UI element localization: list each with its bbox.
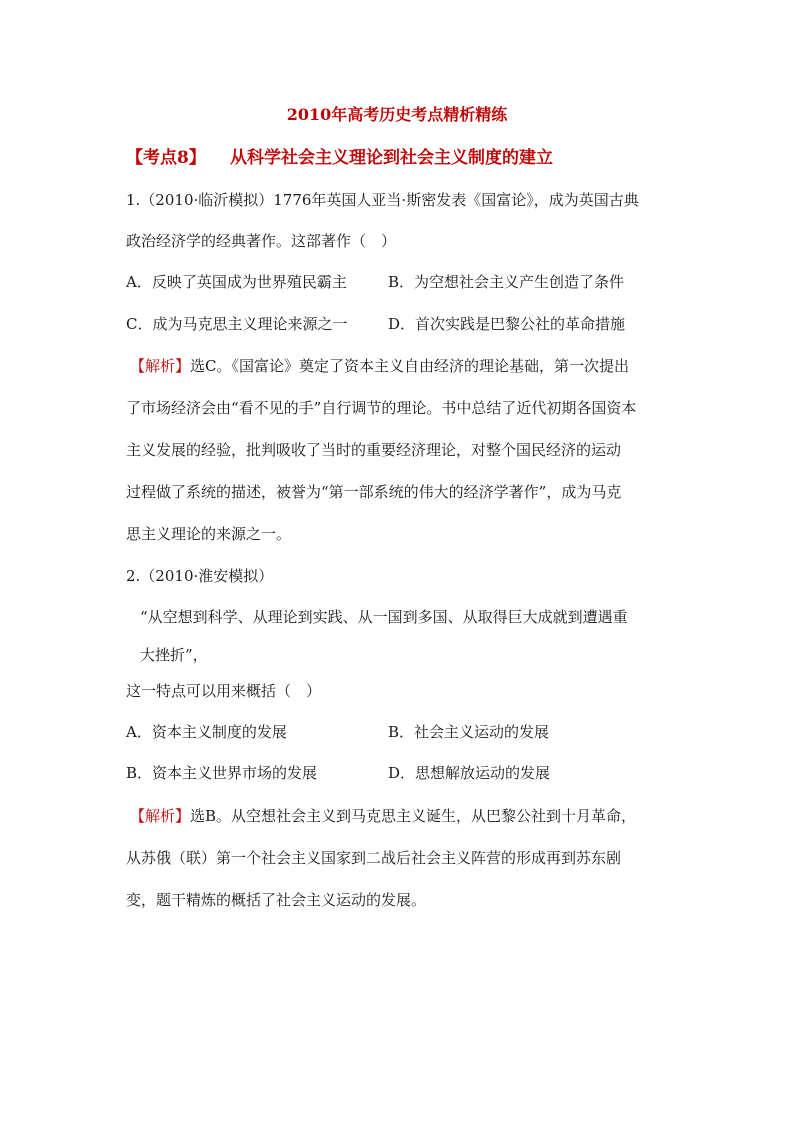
q1-analysis-line-1 [130, 355, 629, 377]
q2-analysis-tag: 【解析】 [130, 807, 191, 825]
section-tag: 【考点8】 [126, 148, 206, 168]
q2-analysis-line-2: 从苏俄（联）第一个社会主义国家到二战后社会主义阵营的形成再到苏东剧 [126, 849, 622, 867]
q2-analysis-first: 选B。从空想社会主义到马克思主义诞生，从巴黎公社到十月革命， [190, 807, 637, 825]
q2-stem-line-4: 这一特点可以用来概括（ ） [126, 682, 322, 700]
q1-analysis-line-3: 主义发展的经验，批判吸收了当时的重要经济理论，对整个国民经济的运动 [126, 441, 622, 459]
section-heading-text: 从科学社会主义理论到社会主义制度的建立 [230, 148, 553, 168]
q1-option-a: A．反映了英国成为世界殖民霸主 [126, 273, 347, 291]
q2-option-d: D．思想解放运动的发展 [388, 764, 551, 782]
q1-analysis-first: 选C。《国富论》奠定了资本主义自由经济的理论基础，第一次提出 [190, 357, 629, 375]
q2-option-a: A．资本主义制度的发展 [126, 723, 287, 741]
section-heading [126, 146, 553, 170]
q2-stem-line-1: 2.（2010·淮安模拟） [126, 567, 274, 585]
q2-analysis-line-3: 变，题干精炼的概括了社会主义运动的发展。 [126, 891, 427, 909]
q2-option-c: B．资本主义世界市场的发展 [126, 764, 318, 782]
q1-analysis-line-2: 了市场经济会由“看不见的手”自行调节的理论。书中总结了近代初期各国资本 [126, 399, 637, 417]
q2-option-b: B．社会主义运动的发展 [388, 723, 550, 741]
q1-option-c: C．成为马克思主义理论来源之一 [126, 315, 348, 333]
q1-stem-line-2: 政治经济学的经典著作。这部著作（ ） [126, 232, 397, 250]
document-title: 2010年高考历史考点精析精练 [286, 105, 508, 124]
q2-stem-line-3: 大挫折”， [140, 646, 208, 664]
q1-stem-line-1: 1.（2010·临沂模拟）1776年英国人亚当·斯密发表《国富论》，成为英国古典 [126, 191, 639, 209]
q1-option-b: B．为空想社会主义产生创造了条件 [388, 273, 625, 291]
q1-option-d: D．首次实践是巴黎公社的革命措施 [388, 315, 626, 333]
q1-analysis-line-5: 思主义理论的来源之一。 [126, 525, 292, 543]
q1-analysis-line-4: 过程做了系统的描述，被誉为“第一部系统的伟大的经济学著作”，成为马克 [126, 483, 622, 501]
q1-analysis-tag: 【解析】 [130, 357, 191, 375]
q2-stem-line-2: “从空想到科学、从理论到实践、从一国到多国、从取得巨大成就到遭遇重 [140, 608, 628, 626]
q2-analysis-line-1 [130, 805, 636, 827]
